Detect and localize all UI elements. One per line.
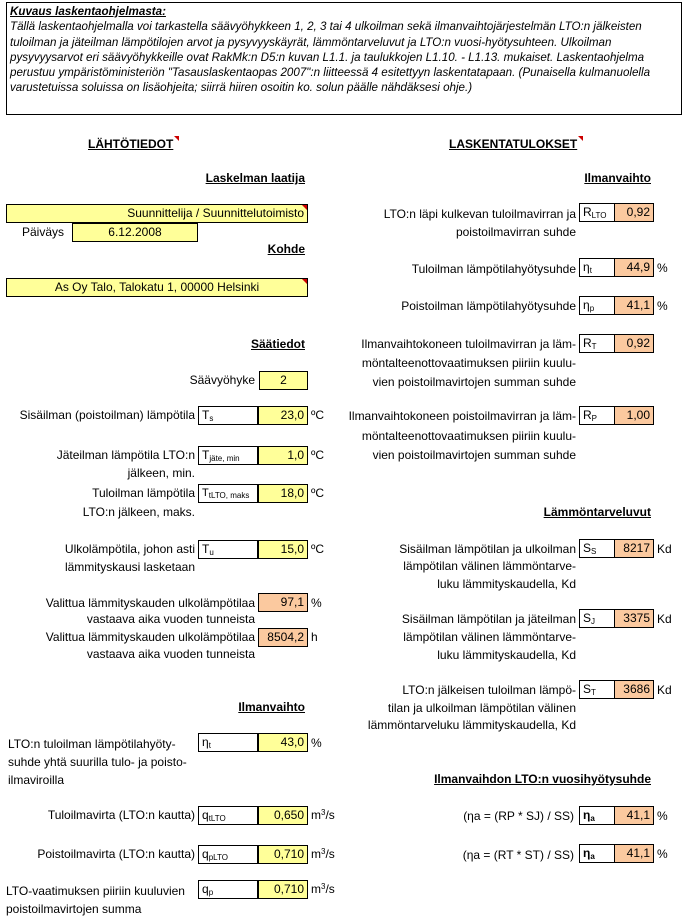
zone-label: Säävyöhyke [189, 373, 255, 387]
exhaust-temp-label-2: jälkeen, min. [127, 466, 195, 480]
share-unit: % [311, 596, 322, 610]
supply-eff-unit: % [657, 261, 668, 275]
sj-label-2: lämpötilan välinen lämmöntarve- [403, 630, 576, 644]
heat-header: Lämmöntarveluvut [543, 505, 651, 519]
target-header: Kohde [267, 242, 305, 256]
ratio-label-1: LTO:n läpi kulkevan tuloilmavirran ja [383, 207, 576, 221]
inputs-title: LÄHTÖTIEDOT [88, 137, 174, 151]
formula1-text: (ηa = (RP * SJ) / SS) [463, 809, 574, 823]
sj-label-3: luku lämmityskaudella, Kd [437, 648, 576, 662]
indoor-temp-symbol: $T_s$ [198, 406, 258, 425]
eff-unit: % [311, 736, 322, 750]
rp-symbol: $R_P$ [579, 406, 615, 425]
ss-value: 8217 [614, 539, 654, 558]
exhaust-eff-unit: % [657, 299, 668, 313]
supply-temp-input[interactable]: 18,0 [258, 484, 308, 503]
ss-symbol: $S_S$ [579, 539, 615, 558]
req-flow-input[interactable]: 0,710 [258, 880, 308, 899]
supply-flow-input[interactable]: 0,650 [258, 806, 308, 825]
author-header: Laskelman laatija [205, 171, 305, 185]
description-heading: Kuvaus laskentaohjelmasta: [10, 5, 166, 18]
eff-label-3: ilmaviroilla [8, 773, 65, 787]
ss-label-1: Sisäilman lämpötilan ja ulkoilman [399, 542, 576, 556]
outdoor-temp-label-2: lämmityskausi lasketaan [64, 560, 195, 574]
req-flow-symbol: $q_p$ [198, 880, 258, 899]
exhaust-temp-unit: ºC [311, 448, 325, 462]
st-label-1: LTO:n jälkeisen tuloilman lämpö- [402, 683, 576, 697]
req-flow-label-1: LTO-vaatimuksen piiriin kuuluvien [6, 884, 185, 898]
st-symbol: $S_T$ [579, 680, 615, 699]
rt-value: 0,92 [614, 334, 654, 353]
eff-symbol: $\eta_t$ [198, 733, 258, 752]
rp-value: 1,00 [614, 406, 654, 425]
indoor-temp-input[interactable]: 23,0 [258, 406, 308, 425]
formula1-unit: % [657, 809, 668, 823]
hours-label-2: vastaava aika vuoden tunneista [86, 647, 255, 661]
rt-label-1: Ilmanvaihtokoneen tuloilmavirran ja läm- [361, 337, 576, 351]
share-label-2: vastaava aika vuoden tunneista [86, 612, 255, 626]
exhaust-flow-unit: $m^3/s$ [311, 847, 335, 861]
supply-temp-unit: ºC [311, 486, 325, 500]
description-text: Tällä laskentaohjelmalla voi tarkastella säävyöhykkeen 1, 2, 3 tai 4 ulkoilman sekä ilmanvaihtojärjestelmän LTO:n jälkeisten tuloilman ja jäteilman lämpötilojen arvot ja pysyvyyskäyrät, lämmöntarveluvut ja LTO:n vuosi-hyötysuhteen. Ulkoilman pysyvyysarvot eri säävyöhykkeille ovat RakMk:n D5:n kuvan L1.1. ja taulukkojen L1.10. - L1.13. mukaiset. Laskentaohjelma perustuu ympäristöministeriön "Tasauslaskentaopas 2007":n liitteessä 4 esitettyyn laskentatapaan. (Punaisella kulmanuolella varustetuissa soluissa on lisäohjeita; siirrä hiiren osoitin ko. solun päälle nähdäksesi ohje.) [10, 20, 651, 95]
sj-unit: Kd [657, 612, 672, 626]
ss-label-2: lämpötilan välinen lämmöntarve- [403, 559, 576, 573]
req-flow-unit: $m^3/s$ [311, 882, 335, 896]
supply-temp-label-1: Tuloilman lämpötila [92, 486, 195, 500]
sj-value: 3375 [614, 609, 654, 628]
formula1-value: 41,1 [614, 806, 654, 825]
sj-symbol: $S_J$ [579, 609, 615, 628]
formula2-unit: % [657, 847, 668, 861]
exhaust-eff-value: 41,1 [614, 296, 654, 315]
rt-label-2: möntalteenottovaatimuksen piiriin kuulu- [361, 356, 576, 370]
exhaust-flow-input[interactable]: 0,710 [258, 845, 308, 864]
supply-flow-symbol: $q_{tLTO}$ [198, 806, 258, 825]
rp-label-3: vien poistoilmavirtojen summan suhde [372, 448, 576, 462]
supply-temp-label-2: LTO:n jälkeen, maks. [82, 505, 195, 519]
supply-eff-value: 44,9 [614, 258, 654, 277]
ss-unit: Kd [657, 542, 672, 556]
rp-label-2: möntalteenottovaatimuksen piiriin kuulu- [361, 429, 576, 443]
exhaust-temp-label-1: Jäteilman lämpötila LTO:n [56, 448, 195, 462]
exhaust-eff-symbol: $\eta_p$ [579, 296, 615, 315]
inputs-vent-header: Ilmanvaihto [238, 700, 305, 714]
zone-input[interactable]: 2 [259, 371, 308, 390]
exhaust-flow-symbol: $q_{pLTO}$ [198, 845, 258, 864]
outdoor-temp-input[interactable]: 15,0 [258, 540, 308, 559]
date-input[interactable]: 6.12.2008 [72, 223, 198, 242]
ss-label-3: luku lämmityskaudella, Kd [437, 577, 576, 591]
eff-input[interactable]: 43,0 [258, 733, 308, 752]
share-value: 97,1 [258, 593, 308, 612]
description-box [6, 2, 682, 115]
author-input[interactable]: Suunnittelija / Suunnittelutoimisto [6, 204, 308, 223]
req-flow-label-2: poistoilmavirtojen summa [6, 902, 142, 916]
hours-unit: h [311, 630, 318, 644]
formula2-value: 41,1 [614, 844, 654, 863]
exhaust-temp-input[interactable]: 1,0 [258, 446, 308, 465]
st-label-2: tilan ja ulkoilman lämpötilan välinen [387, 701, 576, 715]
eff-label-2: suhde yhtä suurilla tulo- ja poisto- [8, 755, 187, 769]
supply-eff-symbol: $\eta_t$ [579, 258, 615, 277]
exhaust-eff-label: Poistoilman lämpötilahyötysuhde [401, 299, 576, 313]
supply-flow-unit: $m^3/s$ [311, 808, 335, 822]
outdoor-temp-label-1: Ulkolämpötila, johon asti [64, 542, 195, 556]
eff-label-1: LTO:n tuloilman lämpötilahyöty- [8, 737, 176, 751]
rt-label-3: vien poistoilmavirtojen summan suhde [372, 375, 576, 389]
results-vent-header: Ilmanvaihto [584, 171, 651, 185]
ratio-symbol: $R_{LTO}$ [579, 203, 615, 222]
annual-header: Ilmanvaihdon LTO:n vuosihyötysuhde [434, 772, 651, 786]
formula2-symbol: $\eta_a$ [579, 844, 615, 863]
target-input[interactable]: As Oy Talo, Talokatu 1, 00000 Helsinki [6, 278, 308, 297]
formula1-symbol: $\eta_a$ [579, 806, 615, 825]
hours-label-1: Valittua lämmityskauden ulkolämpötilaa [45, 630, 255, 644]
st-value: 3686 [614, 680, 654, 699]
formula2-text: (ηa = (RT * ST) / SS) [462, 848, 574, 862]
indoor-temp-unit: ºC [311, 408, 325, 422]
share-label-1: Valittua lämmityskauden ulkolämpötilaa [45, 596, 255, 610]
hours-value: 8504,2 [258, 628, 308, 647]
exhaust-temp-symbol: $T_{jäte, min}$ [198, 446, 258, 465]
sj-label-1: Sisäilman lämpötilan ja jäteilman [401, 612, 576, 626]
supply-eff-label: Tuloilman lämpötilahyötysuhde [411, 262, 576, 276]
rp-label-1: Ilmanvaihtokoneen poistoilmavirran ja läm- [348, 409, 576, 423]
exhaust-flow-label: Poistoilmavirta (LTO:n kautta) [37, 847, 195, 861]
date-label: Päiväys [22, 225, 65, 239]
weather-header: Säätiedot [250, 337, 305, 351]
outdoor-temp-symbol: $T_u$ [198, 540, 258, 559]
st-label-3: lämmöntarveluku lämmityskaudella, Kd [367, 718, 576, 732]
supply-temp-symbol: $T_{tLTO, maks}$ [198, 484, 258, 503]
indoor-temp-label: Sisäilman (poistoilman) lämpötila [19, 408, 195, 422]
outdoor-temp-unit: ºC [311, 542, 325, 556]
results-title: LASKENTATULOKSET [449, 137, 578, 151]
ratio-value: 0,92 [614, 203, 654, 222]
st-unit: Kd [657, 683, 672, 697]
ratio-label-2: poistoilmavirran suhde [455, 225, 576, 239]
rt-symbol: $R_T$ [579, 334, 615, 353]
supply-flow-label: Tuloilmavirta (LTO:n kautta) [47, 808, 195, 822]
